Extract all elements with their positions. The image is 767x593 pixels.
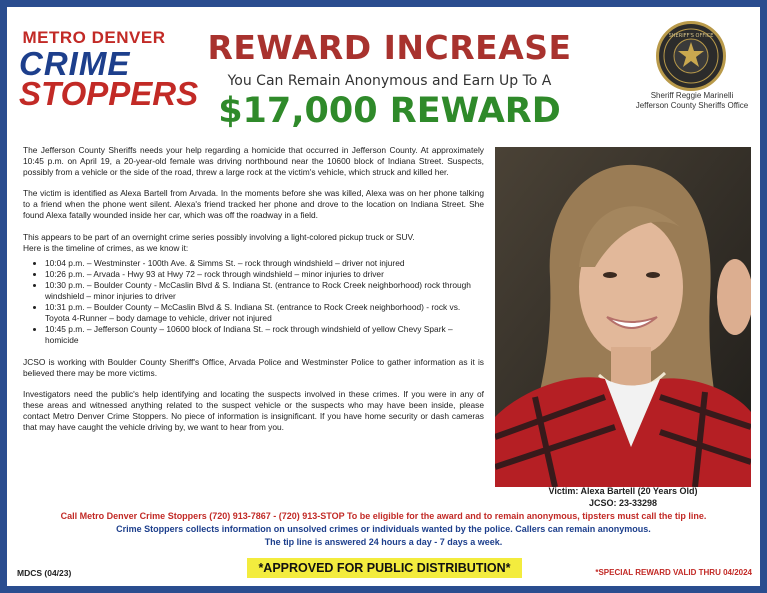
- logo-metro-denver: METRO DENVER: [22, 28, 166, 47]
- victim-caption: Victim: Alexa Bartell (20 Years Old): [548, 486, 698, 496]
- paragraph-appeal: Investigators need the public's help identifying and locating the suspects involved in these crimes. If you were in any of these areas and witnessed anything related to the suspect vehicle or the suspects who may have been inside, please contact Metro Denver Crime Stoppers. No piece of information is insignificant. If you have home security or dash cameras that may have caught the vehicle driving by, we want to hear from you.: [23, 388, 484, 432]
- tip-line-call: Call Metro Denver Crime Stoppers (720) 913-7867 - (720) 913-STOP To be eligible for the award and to remain anonymous, tipsters must call the tip line.: [60, 511, 707, 521]
- case-description: [23, 145, 484, 443]
- svg-text:SHERIFF'S OFFICE: SHERIFF'S OFFICE: [668, 33, 714, 39]
- paragraph-series: [23, 232, 484, 254]
- paragraph-incident: The Jefferson County Sheriffs needs your help regarding a homicide that occurred in Jefferson County. At approximately 10:45 p.m. on April 19, a 20-year-old female was driving northbound near the 10600 block of Indiana Street. Suspects, possibly from a vehicle or the side of the road, threw a large rock at the victim's vehicle, which struck and killed her.: [23, 145, 484, 178]
- paragraph-victim: The victim is identified as Alexa Bartell from Arvada. In the moments before she was killed, Alexa was on her phone talking to a friend when the phone went silent. Alexa's friend tracked her phone and drove to the location on Indiana Street. She found Alexa fatally wounded inside her car, which was off the roadway in a field.: [23, 188, 484, 221]
- sheriff-credit: [622, 91, 760, 111]
- headline: REWARD INCREASE: [207, 28, 572, 67]
- series-intro: This appears to be part of an overnight crime series possibly involving a light-colored pickup truck or SUV.: [23, 231, 415, 242]
- paragraph-agencies: JCSO is working with Boulder County Sheriff's Office, Arvada Police and Westminster Police to gather information as it is believed there may be more victims.: [23, 356, 484, 378]
- flyer-sheet: [7, 7, 760, 586]
- victim-photo: [495, 147, 751, 487]
- sheriff-name: Sheriff Reggie Marinelli: [650, 91, 734, 100]
- reward-validity: *SPECIAL REWARD VALID THRU 04/2024: [595, 568, 752, 577]
- logo-crime: CRIME: [19, 45, 131, 82]
- approved-banner: *APPROVED FOR PUBLIC DISTRIBUTION*: [247, 558, 522, 578]
- form-code: MDCS (04/23): [17, 568, 72, 578]
- timeline-item: • 10:31 p.m. – Boulder County – McCaslin Blvd & S. Indiana St. (entrance to Rock Creek neighborhood) - rock vs. Toyota 4-Runner – body damage to vehicle, driver not injured: [45, 302, 484, 324]
- sheriff-office: Jefferson County Sheriffs Office: [635, 101, 749, 110]
- crime-stoppers-info: Crime Stoppers collects information on unsolved crimes or individuals wanted by the police. Callers can remain anonymous.: [116, 524, 651, 534]
- logo-stoppers: STOPPERS: [19, 75, 199, 112]
- timeline-item: • 10:45 p.m. – Jefferson County – 10600 block of Indiana St. – rock through windshield of yellow Chevy Spark – homicide: [45, 324, 484, 346]
- timeline-item: • 10:26 p.m. – Arvada - Hwy 93 at Hwy 72 – rock through windshield – minor injuries to driver: [45, 269, 484, 280]
- sheriff-badge-icon: [656, 21, 726, 91]
- timeline-intro: Here is the timeline of crimes, as we know it:: [23, 242, 189, 253]
- timeline-item: • 10:30 p.m. – Boulder County - McCaslin Blvd & S. Indiana St. (entrance to Rock Creek neighborhood) rock through windshield – minor injuries to driver: [45, 280, 484, 302]
- subheadline: You Can Remain Anonymous and Earn Up To A: [227, 73, 552, 89]
- crime-stoppers-logo: [19, 28, 209, 112]
- reward-amount: $17,000 REWARD: [218, 91, 561, 131]
- timeline-list: [23, 258, 484, 347]
- case-number: JCSO: 23-33298: [588, 498, 658, 508]
- timeline-item: • 10:04 p.m. – Westminster - 100th Ave. & Simms St. – rock through windshield – driver not injured: [45, 258, 484, 269]
- tip-line-hours: The tip line is answered 24 hours a day - 7 days a week.: [264, 537, 503, 547]
